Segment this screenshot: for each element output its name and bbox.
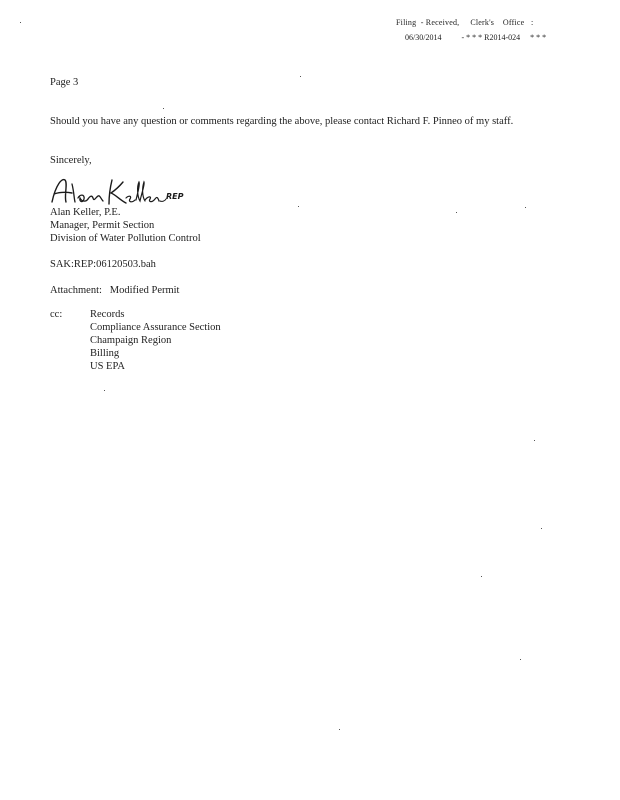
scan-speck [298,206,299,207]
page-number-label: Page 3 [50,77,79,88]
scan-speck [534,440,535,441]
signer-division: Division of Water Pollution Control [50,233,201,244]
scan-speck [104,390,105,391]
cc-item: Records [90,309,125,320]
scan-speck [339,729,340,730]
cc-label: cc: [50,309,63,320]
scan-speck [525,207,526,208]
attachment-line: Attachment: Modified Permit [50,285,180,296]
scan-speck [20,22,21,23]
scan-speck [300,76,301,77]
scan-speck [456,212,457,213]
scan-speck [481,576,482,577]
cc-item: Champaign Region [90,335,172,346]
signer-name: Alan Keller, P.E. [50,207,121,218]
salutation: Sincerely, [50,155,92,166]
scan-speck [520,659,521,660]
scan-speck [163,108,164,109]
cc-list [90,308,221,373]
svg-text:REP: REP [166,192,184,201]
reference-initials: SAK:REP:06120503.bah [50,259,156,270]
signer-title: Manager, Permit Section [50,220,155,231]
filing-stamp-header: Filing - Received, Clerk's Office : [396,18,534,27]
cc-item: US EPA [90,361,125,372]
scan-speck [541,528,542,529]
cc-item: Compliance Assurance Section [90,322,221,333]
closing-paragraph: Should you have any question or comments regarding the above, please contact Richard F. Pinneo of my staff. [50,116,514,127]
cc-item: Billing [90,348,120,359]
handwritten-signature [48,174,198,208]
filing-stamp-date-number: 06/30/2014 - * * * R2014-024 * * * [405,33,547,42]
